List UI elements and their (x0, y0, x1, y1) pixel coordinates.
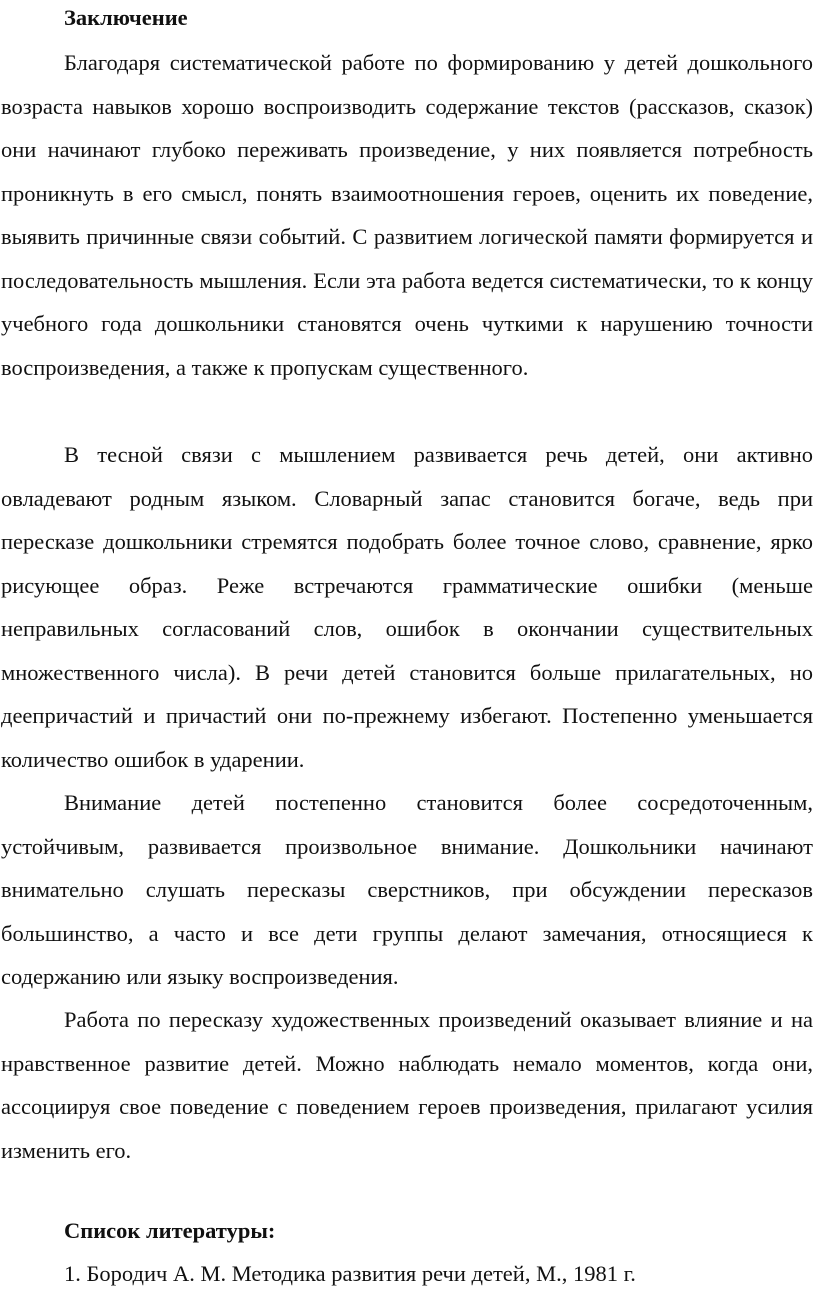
conclusion-paragraph-3: Внимание детей постепенно становится более сосредоточенным, устойчивым, развивается произвольное внимание. Дошкольники начинают внимательно слушать пересказы сверстников, при обсуждении пересказов большинство, а часто и все дети группы делают замечания, относящиеся к содержанию или языку воспроизведения. (1, 790, 813, 989)
literature-heading: Список литературы: (64, 1218, 276, 1243)
literature-list (64, 1259, 636, 1289)
conclusion-paragraph-4: Работа по пересказу художественных произведений оказывает влияние и на нравственное развитие детей. Можно наблюдать немало моментов, когда они, ассоциируя свое поведение с поведением героев произведения, прилагают усилия изменить его. (1, 1007, 813, 1163)
literature-item-1: 1. Бородич А. М. Методика развития речи детей, М., 1981 г. (64, 1261, 636, 1286)
conclusion-paragraph-1: Благодаря систематической работе по формированию у детей дошкольного возраста навыков хорошо воспроизводить содержание текстов (рассказов, сказок) они начинают глубоко переживать произведение, у них появляется потребность проникнуть в его смысл, понять взаимоотношения героев, оценить их поведение, выявить причинные связи событий. С развитием логической памяти формируется и последовательность мышления. Если эта работа ведется систематически, то к концу учебного года дошкольники становятся очень чуткими к нарушению точности воспроизведения, а также к пропускам существенного. (1, 50, 813, 380)
conclusion-heading: Заключение (64, 5, 188, 30)
conclusion-paragraph-2: В тесной связи с мышлением развивается речь детей, они активно овладевают родным языком. Словарный запас становится богаче, ведь при пересказе дошкольники стремятся подобрать более точное слово, сравнение, ярко рисующее образ. Реже встречаются грамматические ошибки (меньше неправильных согласований слов, ошибок в окончании существительных множественного числа). В речи детей становится больше прилагательных, но деепричастий и причастий они по-прежнему избегают. Постепенно уменьшается количество ошибок в ударении. (1, 442, 813, 772)
